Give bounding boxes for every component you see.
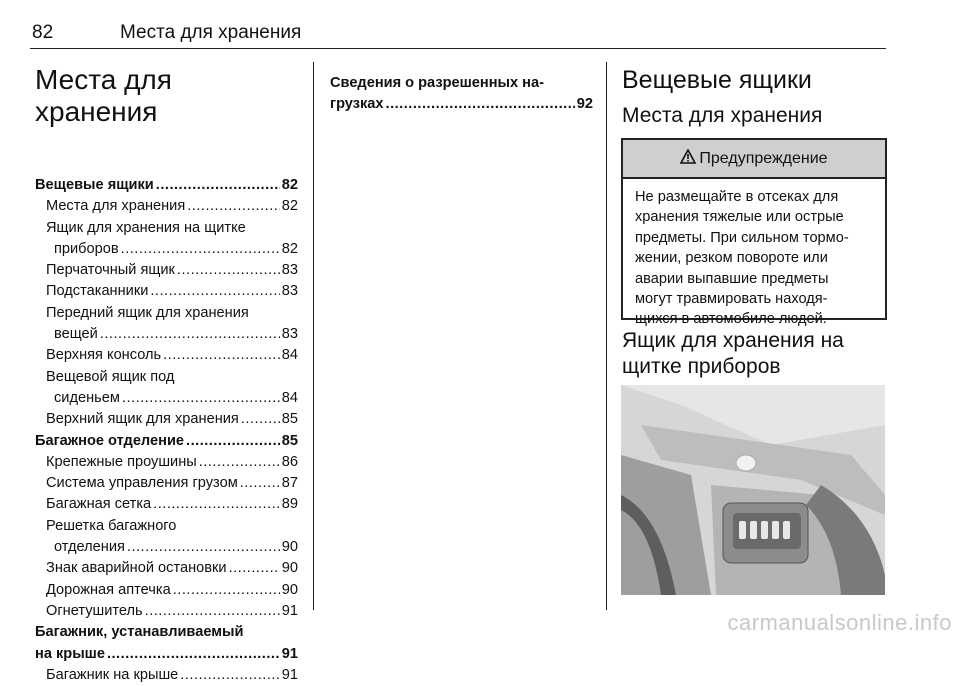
section-title-line: хранения	[35, 96, 158, 127]
warning-box	[621, 138, 887, 328]
toc-leader-dots	[127, 537, 280, 558]
toc-entry-text: Багажная сетка	[46, 496, 152, 513]
toc-entry-text: Багажник на крыше	[46, 666, 179, 683]
toc-entry[interactable]	[35, 580, 298, 601]
toc-page-number: 87	[281, 475, 298, 492]
toc-entry[interactable]	[35, 537, 298, 558]
warning-title: Предупреждение	[699, 149, 828, 167]
heading-line: щитке приборов	[622, 355, 781, 378]
warning-line: аварии выпавшие предметы	[635, 270, 829, 287]
toc-leader-dots	[121, 239, 280, 260]
toc-entry[interactable]	[35, 558, 298, 579]
toc-leader-dots	[229, 558, 280, 579]
warning-line: предметы. При сильном тормо-	[635, 229, 849, 246]
toc-page-number: 83	[281, 262, 298, 279]
toc-entry[interactable]	[35, 644, 298, 665]
toc-page-number: 85	[281, 411, 298, 428]
toc-leader-dots	[241, 409, 280, 430]
toc-leader-dots	[100, 324, 280, 345]
toc-page-number: 82	[281, 177, 298, 193]
toc-entry-text: Дорожная аптечка	[46, 581, 171, 598]
toc-leader-dots	[156, 175, 280, 196]
table-of-contents-continued	[330, 73, 593, 116]
toc-entry[interactable]	[35, 281, 298, 302]
toc-leader-dots	[199, 452, 280, 473]
toc-entry[interactable]	[35, 431, 298, 452]
toc-leader-dots	[180, 665, 279, 686]
toc-page-number: 90	[281, 560, 298, 577]
heading-line: Ящик для хранения на	[622, 329, 844, 352]
toc-page-number: 90	[281, 581, 298, 598]
toc-entry[interactable]: Решетка багажного	[46, 517, 177, 534]
toc-entry-text: Подстаканники	[46, 283, 149, 300]
toc-page-number: 84	[281, 389, 298, 406]
toc-entry[interactable]	[35, 345, 298, 366]
toc-page-number: 92	[576, 96, 593, 113]
warning-line: Не размещайте в отсеках для	[635, 189, 839, 205]
toc-entry-text: Вещевые ящики	[35, 177, 154, 193]
toc-entry-text: Верхняя консоль	[46, 347, 162, 364]
toc-entry[interactable]	[35, 324, 298, 345]
column-divider	[313, 62, 314, 610]
toc-entry-text: Система управления грузом	[46, 475, 238, 492]
toc-entry[interactable]	[35, 196, 298, 217]
toc-entry-text: вещей	[54, 326, 98, 343]
toc-entry-text: Места для хранения	[46, 198, 186, 215]
warning-triangle-icon	[680, 149, 696, 169]
toc-page-number: 82	[281, 198, 298, 215]
toc-entry-text: Знак аварийной остановки	[46, 560, 227, 577]
warning-line: жении, резком повороте или	[635, 250, 828, 267]
toc-entry-text: грузках	[330, 96, 384, 113]
toc-entry-text: на крыше	[35, 645, 105, 662]
section-title	[35, 64, 305, 128]
toc-leader-dots	[163, 345, 280, 366]
toc-entry[interactable]	[35, 409, 298, 430]
toc-page-number: 83	[281, 326, 298, 343]
section-title-line: Места для	[35, 64, 172, 95]
toc-leader-dots	[187, 196, 280, 217]
toc-entry-text: сиденьем	[54, 389, 120, 406]
toc-entry[interactable]	[35, 452, 298, 473]
toc-entry-text: Верхний ящик для хранения	[46, 411, 239, 428]
toc-page-number: 91	[281, 666, 298, 683]
toc-entry-text: Огнетушитель	[46, 602, 143, 619]
toc-entry[interactable]: Сведения о разрешенных на-	[330, 75, 544, 91]
toc-leader-dots	[145, 601, 280, 622]
toc-leader-dots	[150, 281, 279, 302]
toc-page-number: 83	[281, 283, 298, 300]
toc-leader-dots	[177, 260, 280, 281]
toc-page-number: 82	[281, 240, 298, 257]
warning-line: щихся в автомобиле людей.	[635, 311, 827, 328]
toc-entry-text: Перчаточный ящик	[46, 262, 175, 279]
toc-entry-text: приборов	[54, 240, 119, 257]
toc-entry-text: Багажное отделение	[35, 432, 185, 449]
heading-storage-boxes: Вещевые ящики	[622, 66, 812, 94]
toc-entry[interactable]: Вещевой ящик под	[46, 368, 175, 385]
toc-page-number: 91	[281, 602, 298, 619]
heading-dashboard-storage	[622, 328, 884, 380]
toc-page-number: 84	[281, 347, 298, 364]
toc-entry[interactable]	[35, 473, 298, 494]
toc-entry[interactable]: Ящик для хранения на щитке	[46, 219, 246, 236]
toc-entry[interactable]	[35, 175, 298, 196]
toc-leader-dots	[153, 494, 280, 515]
page-number: 82	[32, 22, 54, 43]
toc-page-number: 91	[281, 645, 298, 662]
warning-text	[623, 179, 885, 330]
toc-entry[interactable]: Багажник, устанавливаемый	[35, 624, 244, 641]
toc-entry-text: отделения	[54, 539, 125, 556]
toc-entry[interactable]	[330, 94, 593, 115]
heading-storage-places: Места для хранения	[622, 104, 823, 127]
warning-line: хранения тяжелые или острые	[635, 209, 844, 226]
toc-page-number: 89	[281, 496, 298, 513]
page-header	[30, 20, 886, 49]
toc-entry[interactable]	[35, 388, 298, 409]
toc-page-number: 85	[281, 432, 298, 449]
toc-leader-dots	[186, 431, 280, 452]
warning-line: могут травмировать находя-	[635, 291, 828, 308]
toc-leader-dots	[122, 388, 280, 409]
table-of-contents	[35, 175, 298, 686]
dashboard-storage-compartment-photo	[621, 385, 885, 595]
toc-entry[interactable]	[35, 239, 298, 260]
toc-leader-dots	[386, 94, 575, 115]
toc-entry[interactable]	[35, 665, 298, 686]
toc-leader-dots	[107, 644, 280, 665]
column-divider	[606, 62, 607, 610]
toc-page-number: 86	[281, 453, 298, 470]
toc-entry[interactable]	[35, 494, 298, 515]
toc-entry-text: Крепежные проушины	[46, 453, 197, 470]
warning-header	[623, 140, 885, 179]
toc-entry[interactable]: Передний ящик для хранения	[46, 304, 249, 321]
toc-leader-dots	[240, 473, 280, 494]
toc-page-number: 90	[281, 539, 298, 556]
toc-entry[interactable]	[35, 260, 298, 281]
watermark: carmanualsonline.info	[727, 610, 952, 635]
toc-entry[interactable]	[35, 601, 298, 622]
toc-leader-dots	[173, 580, 280, 601]
running-title: Места для хранения	[120, 22, 302, 43]
